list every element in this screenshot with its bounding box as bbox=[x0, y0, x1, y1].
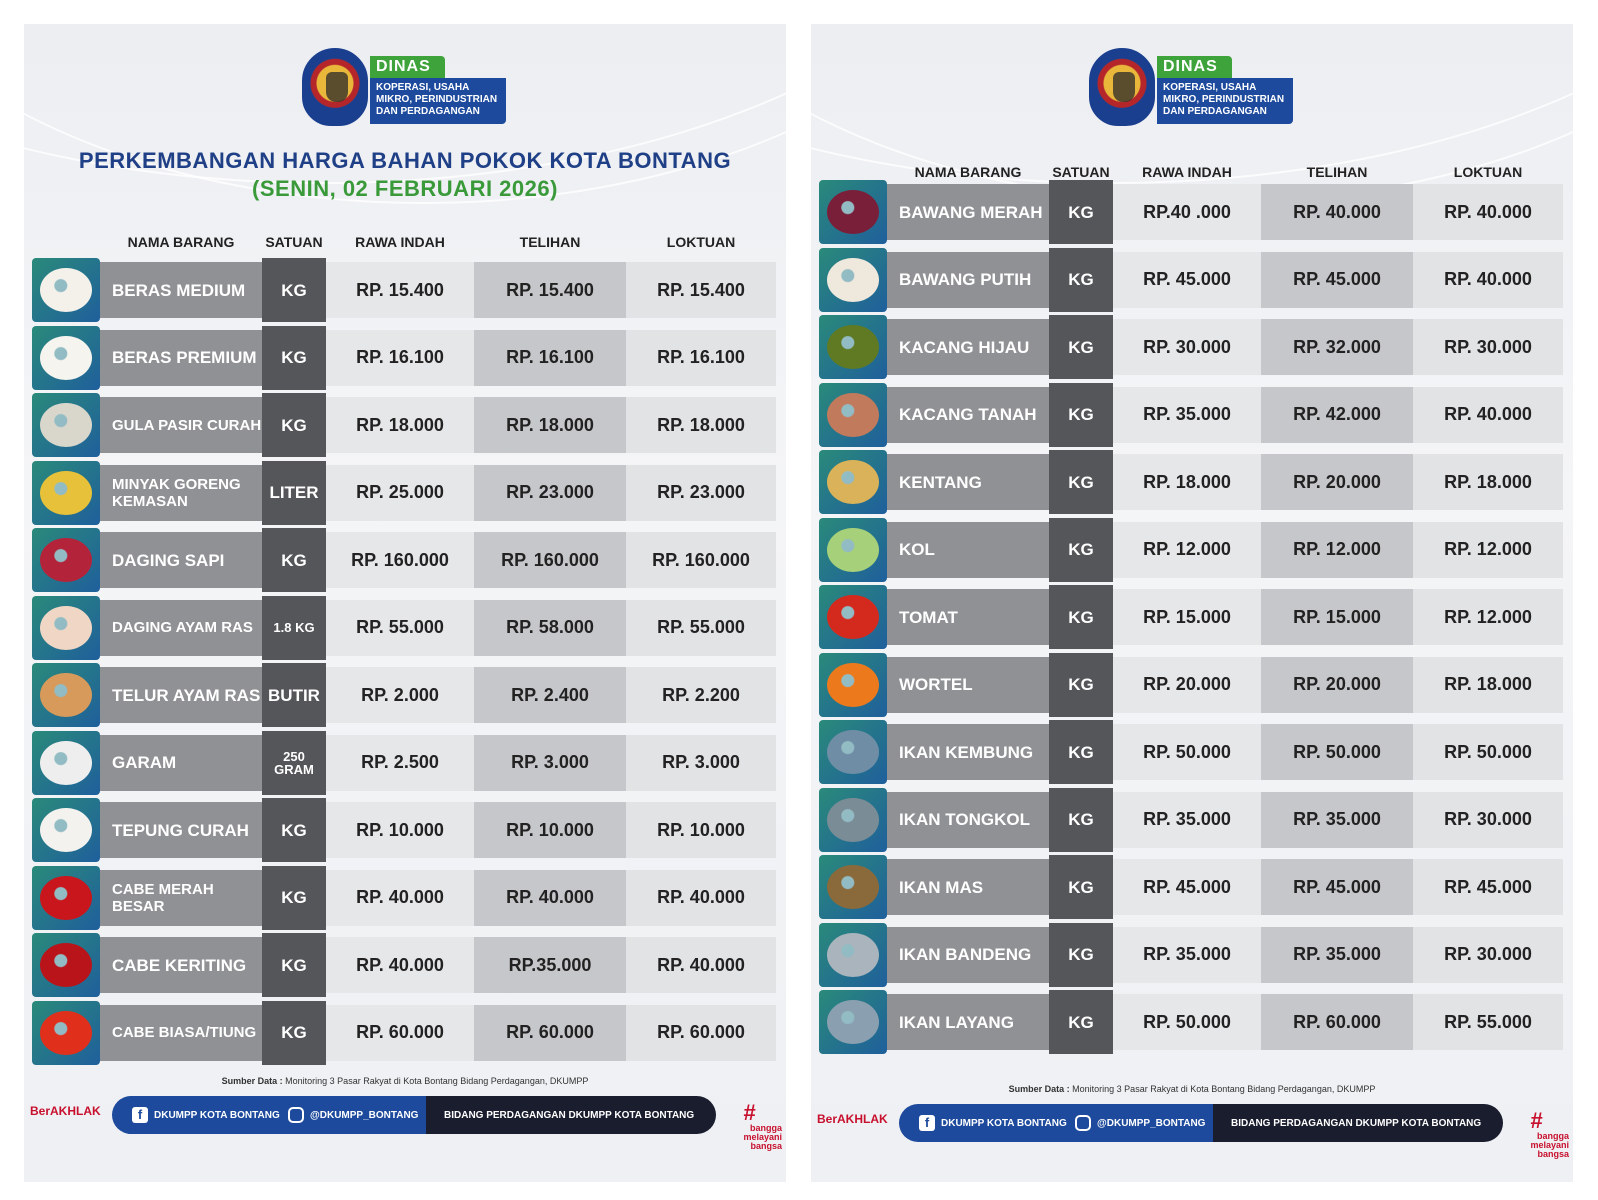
price-rawa-indah: RP. 15.000 bbox=[1113, 589, 1261, 645]
item-photo-icon bbox=[819, 855, 887, 919]
price-loktuan: RP. 40.000 bbox=[1413, 252, 1563, 308]
item-name: TEPUNG CURAH bbox=[100, 802, 262, 858]
price-loktuan: RP. 15.400 bbox=[626, 262, 776, 318]
food-image bbox=[827, 663, 879, 707]
item-name: TELUR AYAM RAS bbox=[100, 667, 262, 723]
price-telihan: RP. 35.000 bbox=[1261, 792, 1413, 848]
table-row bbox=[819, 315, 1563, 379]
price-rawa-indah: RP. 18.000 bbox=[326, 397, 474, 453]
table-row bbox=[32, 326, 776, 390]
food-image bbox=[40, 741, 92, 785]
header-name: NAMA BARANG bbox=[127, 234, 235, 250]
item-name: DAGING AYAM RAS bbox=[100, 600, 262, 656]
table-row bbox=[819, 450, 1563, 514]
item-name: KENTANG bbox=[887, 454, 1049, 510]
dinas-subtitle: KOPERASI, USAHA MIKRO, PERINDUSTRIAN DAN PERDAGANGAN bbox=[370, 78, 506, 124]
food-image bbox=[827, 865, 879, 909]
item-name: IKAN BANDENG bbox=[887, 927, 1049, 983]
price-poster-right bbox=[811, 24, 1573, 1182]
table-row bbox=[32, 663, 776, 727]
instagram-link[interactable]: @DKUMPP_BONTANG bbox=[1075, 1104, 1205, 1142]
item-name: BERAS PREMIUM bbox=[100, 330, 262, 386]
table-row bbox=[819, 653, 1563, 717]
item-name: GARAM bbox=[100, 735, 262, 791]
item-unit: KG bbox=[262, 933, 326, 997]
price-loktuan: RP. 60.000 bbox=[626, 1005, 776, 1061]
item-unit: KG bbox=[1049, 315, 1113, 379]
price-loktuan: RP. 40.000 bbox=[626, 870, 776, 926]
item-photo-icon bbox=[32, 258, 100, 322]
item-name: IKAN KEMBUNG bbox=[887, 724, 1049, 780]
price-telihan: RP. 35.000 bbox=[1261, 927, 1413, 983]
price-loktuan: RP. 18.000 bbox=[1413, 657, 1563, 713]
footer-bar bbox=[899, 1104, 1503, 1142]
price-loktuan: RP. 160.000 bbox=[626, 532, 776, 588]
item-unit: KG bbox=[1049, 720, 1113, 784]
price-poster-left bbox=[24, 24, 786, 1182]
header-rawa-indah: RAWA INDAH bbox=[355, 234, 445, 250]
dinas-logo bbox=[1089, 48, 1295, 128]
table-row bbox=[32, 528, 776, 592]
item-photo-icon bbox=[32, 528, 100, 592]
table-row bbox=[819, 518, 1563, 582]
price-telihan: RP. 23.000 bbox=[474, 465, 626, 521]
table-row bbox=[819, 720, 1563, 784]
price-loktuan: RP. 23.000 bbox=[626, 465, 776, 521]
food-image bbox=[40, 606, 92, 650]
price-loktuan: RP. 30.000 bbox=[1413, 927, 1563, 983]
table-row bbox=[32, 258, 776, 322]
price-rawa-indah: RP. 18.000 bbox=[1113, 454, 1261, 510]
price-loktuan: RP. 45.000 bbox=[1413, 859, 1563, 915]
header-unit: SATUAN bbox=[1052, 164, 1110, 180]
item-photo-icon bbox=[32, 663, 100, 727]
price-loktuan: RP. 12.000 bbox=[1413, 522, 1563, 578]
dinas-subtitle: KOPERASI, USAHA MIKRO, PERINDUSTRIAN DAN PERDAGANGAN bbox=[1157, 78, 1293, 124]
item-unit: KG bbox=[262, 866, 326, 930]
header-telihan: TELIHAN bbox=[1306, 164, 1368, 180]
price-telihan: RP. 15.400 bbox=[474, 262, 626, 318]
item-name: CABE MERAH BESAR bbox=[100, 870, 262, 926]
food-image bbox=[827, 325, 879, 369]
instagram-icon bbox=[1075, 1115, 1091, 1131]
price-telihan: RP. 45.000 bbox=[1261, 252, 1413, 308]
item-photo-icon bbox=[819, 585, 887, 649]
header-telihan: TELIHAN bbox=[519, 234, 581, 250]
dinas-label: DINAS bbox=[1157, 56, 1232, 78]
data-source: Sumber Data : Monitoring 3 Pasar Rakyat di Kota Bontang Bidang Perdagangan, DKUMPP bbox=[1008, 1084, 1376, 1094]
table-row bbox=[819, 383, 1563, 447]
item-photo-icon bbox=[819, 450, 887, 514]
price-telihan: RP. 42.000 bbox=[1261, 387, 1413, 443]
food-image bbox=[40, 1011, 92, 1055]
instagram-icon bbox=[288, 1107, 304, 1123]
facebook-icon: f bbox=[132, 1107, 148, 1123]
item-unit: KG bbox=[1049, 788, 1113, 852]
item-unit: KG bbox=[262, 258, 326, 322]
food-image bbox=[40, 403, 92, 447]
item-unit: BUTIR bbox=[262, 663, 326, 727]
item-unit: KG bbox=[1049, 383, 1113, 447]
item-photo-icon bbox=[819, 923, 887, 987]
item-name: KOL bbox=[887, 522, 1049, 578]
price-loktuan: RP. 40.000 bbox=[626, 937, 776, 993]
table-row bbox=[819, 248, 1563, 312]
food-image bbox=[827, 258, 879, 302]
item-unit: KG bbox=[262, 1001, 326, 1065]
facebook-icon: f bbox=[919, 1115, 935, 1131]
price-telihan: RP. 58.000 bbox=[474, 600, 626, 656]
price-telihan: RP. 60.000 bbox=[1261, 994, 1413, 1050]
price-loktuan: RP. 3.000 bbox=[626, 735, 776, 791]
item-unit: KG bbox=[1049, 585, 1113, 649]
data-source: Sumber Data : Monitoring 3 Pasar Rakyat di Kota Bontang Bidang Perdagangan, DKUMPP bbox=[221, 1076, 589, 1086]
kota-bontang-emblem-icon bbox=[302, 48, 368, 126]
bidang-label: BIDANG PERDAGANGAN DKUMPP KOTA BONTANG bbox=[1231, 1117, 1482, 1129]
item-photo-icon bbox=[819, 788, 887, 852]
item-name: IKAN MAS bbox=[887, 859, 1049, 915]
item-photo-icon bbox=[32, 393, 100, 457]
item-name: CABE BIASA/TIUNG bbox=[100, 1005, 262, 1061]
food-image bbox=[827, 393, 879, 437]
price-rawa-indah: RP. 25.000 bbox=[326, 465, 474, 521]
table-row bbox=[32, 596, 776, 660]
item-photo-icon bbox=[819, 248, 887, 312]
price-loktuan: RP. 16.100 bbox=[626, 330, 776, 386]
price-telihan: RP. 18.000 bbox=[474, 397, 626, 453]
header-unit: SATUAN bbox=[265, 234, 323, 250]
price-loktuan: RP. 18.000 bbox=[626, 397, 776, 453]
table-row bbox=[819, 180, 1563, 244]
table-row bbox=[32, 798, 776, 862]
table-row bbox=[819, 585, 1563, 649]
price-telihan: RP. 50.000 bbox=[1261, 724, 1413, 780]
facebook-link[interactable]: f DKUMPP KOTA BONTANG bbox=[919, 1104, 1067, 1142]
item-photo-icon bbox=[819, 990, 887, 1054]
price-loktuan: RP. 2.200 bbox=[626, 667, 776, 723]
price-telihan: RP. 16.100 bbox=[474, 330, 626, 386]
item-photo-icon bbox=[32, 461, 100, 525]
price-telihan: RP. 12.000 bbox=[1261, 522, 1413, 578]
facebook-link[interactable]: f DKUMPP KOTA BONTANG bbox=[132, 1096, 280, 1134]
price-loktuan: RP. 30.000 bbox=[1413, 319, 1563, 375]
item-unit: KG bbox=[262, 528, 326, 592]
bidang-label: BIDANG PERDAGANGAN DKUMPP KOTA BONTANG bbox=[444, 1109, 695, 1121]
food-image bbox=[40, 876, 92, 920]
item-unit: KG bbox=[262, 326, 326, 390]
item-name: TOMAT bbox=[887, 589, 1049, 645]
price-loktuan: RP. 10.000 bbox=[626, 802, 776, 858]
header-name: NAMA BARANG bbox=[914, 164, 1022, 180]
table-row bbox=[32, 866, 776, 930]
price-telihan: RP. 15.000 bbox=[1261, 589, 1413, 645]
table-row bbox=[32, 933, 776, 997]
item-unit: 250 GRAM bbox=[262, 731, 326, 795]
price-loktuan: RP. 55.000 bbox=[626, 600, 776, 656]
food-image bbox=[40, 943, 92, 987]
price-rawa-indah: RP. 2.000 bbox=[326, 667, 474, 723]
price-rawa-indah: RP. 60.000 bbox=[326, 1005, 474, 1061]
price-rawa-indah: RP. 40.000 bbox=[326, 937, 474, 993]
berakhlak-logo: BerAKHLAK bbox=[30, 1104, 101, 1118]
price-telihan: RP. 160.000 bbox=[474, 532, 626, 588]
price-rawa-indah: RP. 50.000 bbox=[1113, 994, 1261, 1050]
price-rawa-indah: RP. 45.000 bbox=[1113, 252, 1261, 308]
price-loktuan: RP. 40.000 bbox=[1413, 184, 1563, 240]
item-name: IKAN TONGKOL bbox=[887, 792, 1049, 848]
price-loktuan: RP. 12.000 bbox=[1413, 589, 1563, 645]
price-rawa-indah: RP. 20.000 bbox=[1113, 657, 1261, 713]
berakhlak-logo: BerAKHLAK bbox=[817, 1112, 888, 1126]
price-telihan: RP. 40.000 bbox=[1261, 184, 1413, 240]
header-loktuan: LOKTUAN bbox=[1453, 164, 1523, 180]
item-name: KACANG HIJAU bbox=[887, 319, 1049, 375]
price-rawa-indah: RP. 16.100 bbox=[326, 330, 474, 386]
price-rawa-indah: RP.40 .000 bbox=[1113, 184, 1261, 240]
item-unit: KG bbox=[1049, 180, 1113, 244]
price-telihan: RP. 20.000 bbox=[1261, 454, 1413, 510]
table-row bbox=[32, 461, 776, 525]
item-unit: KG bbox=[1049, 518, 1113, 582]
item-name: KACANG TANAH bbox=[887, 387, 1049, 443]
food-image bbox=[827, 730, 879, 774]
food-image bbox=[40, 808, 92, 852]
bangga-melayani-logo: # bangga melayani bangsa bbox=[1530, 1108, 1569, 1159]
item-photo-icon bbox=[819, 383, 887, 447]
price-rawa-indah: RP. 50.000 bbox=[1113, 724, 1261, 780]
item-unit: KG bbox=[1049, 990, 1113, 1054]
price-telihan: RP. 32.000 bbox=[1261, 319, 1413, 375]
item-name: DAGING SAPI bbox=[100, 532, 262, 588]
item-unit: KG bbox=[1049, 855, 1113, 919]
price-telihan: RP. 45.000 bbox=[1261, 859, 1413, 915]
item-name: CABE KERITING bbox=[100, 937, 262, 993]
header-rawa-indah: RAWA INDAH bbox=[1142, 164, 1232, 180]
price-telihan: RP.35.000 bbox=[474, 937, 626, 993]
item-photo-icon bbox=[32, 866, 100, 930]
food-image bbox=[40, 673, 92, 717]
price-rawa-indah: RP. 160.000 bbox=[326, 532, 474, 588]
item-photo-icon bbox=[819, 180, 887, 244]
item-photo-icon bbox=[819, 518, 887, 582]
food-image bbox=[827, 595, 879, 639]
page-title: PERKEMBANGAN HARGA BAHAN POKOK KOTA BONTANG bbox=[78, 148, 732, 173]
price-rawa-indah: RP. 35.000 bbox=[1113, 927, 1261, 983]
price-rawa-indah: RP. 55.000 bbox=[326, 600, 474, 656]
item-unit: KG bbox=[1049, 653, 1113, 717]
dinas-label: DINAS bbox=[370, 56, 445, 78]
food-image bbox=[40, 471, 92, 515]
item-photo-icon bbox=[819, 653, 887, 717]
bangga-melayani-logo: # bangga melayani bangsa bbox=[743, 1100, 782, 1151]
price-rawa-indah: RP. 35.000 bbox=[1113, 792, 1261, 848]
instagram-link[interactable]: @DKUMPP_BONTANG bbox=[288, 1096, 418, 1134]
price-rawa-indah: RP. 45.000 bbox=[1113, 859, 1261, 915]
price-loktuan: RP. 18.000 bbox=[1413, 454, 1563, 510]
item-name: BERAS MEDIUM bbox=[100, 262, 262, 318]
food-image bbox=[827, 190, 879, 234]
price-telihan: RP. 2.400 bbox=[474, 667, 626, 723]
table-row bbox=[819, 990, 1563, 1054]
food-image bbox=[827, 1000, 879, 1044]
page-date: (SENIN, 02 FEBRUARI 2026) bbox=[252, 176, 558, 201]
item-unit: KG bbox=[262, 393, 326, 457]
price-loktuan: RP. 50.000 bbox=[1413, 724, 1563, 780]
item-photo-icon bbox=[32, 1001, 100, 1065]
food-image bbox=[827, 460, 879, 504]
price-loktuan: RP. 55.000 bbox=[1413, 994, 1563, 1050]
item-photo-icon bbox=[32, 731, 100, 795]
table-row bbox=[32, 393, 776, 457]
table-row bbox=[819, 788, 1563, 852]
header-loktuan: LOKTUAN bbox=[666, 234, 736, 250]
item-unit: KG bbox=[1049, 248, 1113, 312]
table-row bbox=[32, 731, 776, 795]
price-rawa-indah: RP. 35.000 bbox=[1113, 387, 1261, 443]
price-telihan: RP. 10.000 bbox=[474, 802, 626, 858]
price-telihan: RP. 20.000 bbox=[1261, 657, 1413, 713]
item-unit: 1.8 KG bbox=[262, 596, 326, 660]
price-rawa-indah: RP. 2.500 bbox=[326, 735, 474, 791]
item-photo-icon bbox=[819, 315, 887, 379]
price-rawa-indah: RP. 12.000 bbox=[1113, 522, 1261, 578]
item-name: BAWANG MERAH bbox=[887, 184, 1049, 240]
food-image bbox=[40, 336, 92, 380]
item-name: GULA PASIR CURAH bbox=[100, 397, 262, 453]
price-loktuan: RP. 30.000 bbox=[1413, 792, 1563, 848]
price-rawa-indah: RP. 40.000 bbox=[326, 870, 474, 926]
dinas-logo bbox=[302, 48, 508, 128]
price-rawa-indah: RP. 15.400 bbox=[326, 262, 474, 318]
price-telihan: RP. 3.000 bbox=[474, 735, 626, 791]
item-name: BAWANG PUTIH bbox=[887, 252, 1049, 308]
food-image bbox=[40, 538, 92, 582]
food-image bbox=[827, 528, 879, 572]
food-image bbox=[827, 933, 879, 977]
item-name: IKAN LAYANG bbox=[887, 994, 1049, 1050]
table-row bbox=[819, 923, 1563, 987]
item-unit: KG bbox=[262, 798, 326, 862]
food-image bbox=[827, 798, 879, 842]
kota-bontang-emblem-icon bbox=[1089, 48, 1155, 126]
table-row bbox=[819, 855, 1563, 919]
item-photo-icon bbox=[32, 933, 100, 997]
item-unit: KG bbox=[1049, 450, 1113, 514]
item-photo-icon bbox=[32, 596, 100, 660]
table-row bbox=[32, 1001, 776, 1065]
footer-bar bbox=[112, 1096, 716, 1134]
item-photo-icon bbox=[819, 720, 887, 784]
price-rawa-indah: RP. 10.000 bbox=[326, 802, 474, 858]
price-telihan: RP. 40.000 bbox=[474, 870, 626, 926]
item-photo-icon bbox=[32, 798, 100, 862]
item-unit: KG bbox=[1049, 923, 1113, 987]
item-unit: LITER bbox=[262, 461, 326, 525]
food-image bbox=[40, 268, 92, 312]
price-rawa-indah: RP. 30.000 bbox=[1113, 319, 1261, 375]
price-loktuan: RP. 40.000 bbox=[1413, 387, 1563, 443]
price-telihan: RP. 60.000 bbox=[474, 1005, 626, 1061]
item-photo-icon bbox=[32, 326, 100, 390]
item-name: MINYAK GORENG KEMASAN bbox=[100, 465, 262, 521]
item-name: WORTEL bbox=[887, 657, 1049, 713]
